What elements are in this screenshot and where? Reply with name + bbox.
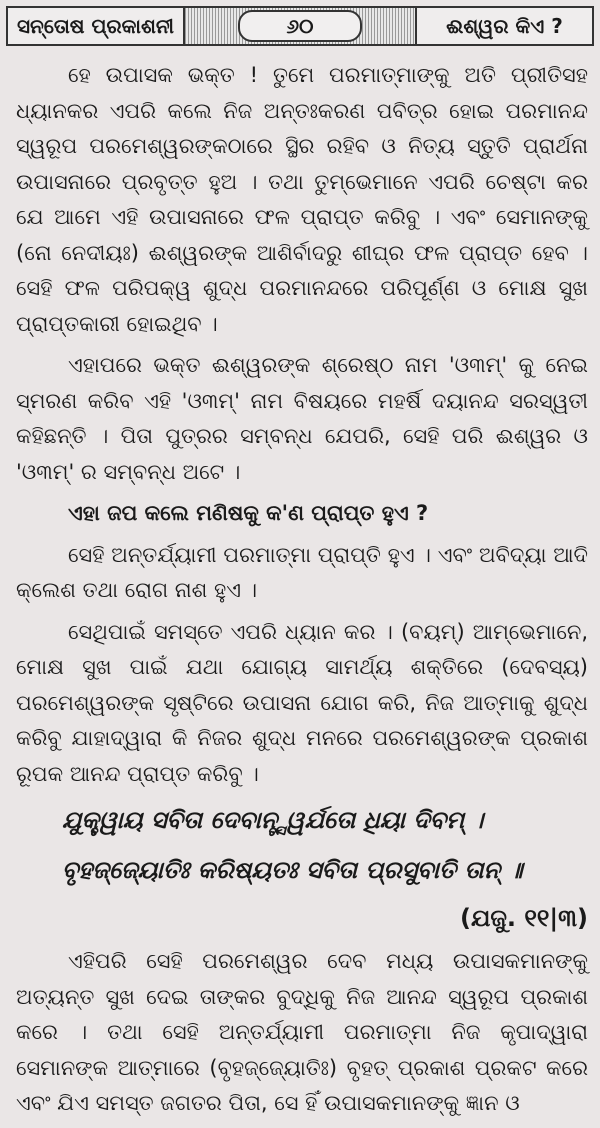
page-number: ୬୦ [238,10,362,42]
header-band [183,8,417,44]
paragraph-1: ହେ ଉପାସକ ଭକ୍ତ ! ତୁମେ ପରମାତ୍ମାଙ୍କୁ ଅତି ପ୍ରୀତିସହ ଧ୍ୟାନକର ଏପରି କଲେ ନିଜ ଅନ୍ତଃକରଣ ପବିତ୍ର ହୋଇ ପରମାନନ୍ଦ ସ୍ୱରୂପ ପରମେଶ୍ୱରଙ୍କଠାରେ ସ୍ଥିର ରହିବ ଓ ନିତ୍ୟ ସ୍ତୁତି ପ୍ରାର୍ଥନା ଉପାସନାରେ ପ୍ରବୃତ୍ତ ହୁଅ । ତଥା ତୁମ୍ଭେମାନେ ଏପରି ଚେଷ୍ଟା କର ଯେ ଆମେ ଏହି ଉପାସନାରେ ଫଳ ପ୍ରାପ୍ତ କରିବୁ । ଏବଂ ସେମାନଙ୍କୁ (ନୋ ନେଦୀୟଃ) ଈଶ୍ୱରଙ୍କ ଆଶିର୍ବାଦରୁ ଶୀଘ୍ର ଫଳ ପ୍ରାପ୍ତ ହେବ । ସେହି ଫଳ ପରିପକ୍ୱ ଶୁଦ୍ଧ ପରମାନନ୍ଦରେ ପରିପୂର୍ଣ୍ଣ ଓ ମୋକ୍ଷ ସୁଖ ପ୍ରାପ୍ତକାରୀ ହୋଇଥିବ । [16,63,588,336]
book-title: ଈଶ୍ୱର କିଏ ? [446,14,563,38]
paragraph-2: ଏହାପରେ ଭକ୍ତ ଈଶ୍ୱରଙ୍କ ଶ୍ରେଷ୍ଠ ନାମ 'ଓ୩ମ୍' କୁ ନେଇ ସ୍ମରଣ କରିବ ଏହି 'ଓ୩ମ୍' ନାମ ବିଷୟରେ ମହର୍ଷି ଦୟାନନ୍ଦ ସରସ୍ୱତୀ କହିଛନ୍ତି । ପିତା ପୁତ୍ରର ସମ୍ବନ୍ଧ ଯେପରି, ସେହି ପରି ଈଶ୍ୱର ଓ 'ଓ୩ମ୍' ର ସମ୍ବନ୍ଧ ଅଟେ । [16,353,588,484]
page-header [6,6,594,46]
paragraph-5: ଏହିପରି ସେହି ପରମେଶ୍ୱର ଦେବ ମଧ୍ୟ ଉପାସକମାନଙ୍କୁ ଅତ୍ୟନ୍ତ ସୁଖ ଦେଇ ତାଙ୍କର ବୁଦ୍ଧିକୁ ନିଜ ଆନନ୍ଦ ସ୍ୱରୂପ ପ୍ରକାଶ କରେ । ତଥା ସେହି ଅନ୍ତର୍ଯ୍ୟାମୀ ପରମାତ୍ମା ନିଜ କୃପାଦ୍ୱାରା ସେମାନଙ୍କ ଆତ୍ମାରେ (ବୃହଜ୍ଜ୍ୟୋତିଃ) ବୃହତ୍ ପ୍ରକାଶ ପ୍ରକଟ କରେ ଏବଂ ଯିଏ ସମସ୍ତ ଜଗତର ପିତା, ସେ ହିଁ ଉପାସକମାନଙ୍କୁ ଜ୍ଞାନ ଓ [16,949,588,1115]
paragraph-4: ସେଥିପାଇଁ ସମସ୍ତେ ଏପରି ଧ୍ୟାନ କର । (ବୟମ୍) ଆମ୍ଭେମାନେ, ମୋକ୍ଷ ସୁଖ ପାଇଁ ଯଥା ଯୋଗ୍ୟ ସାମର୍ଥ୍ୟ ଶକ୍ତିରେ (ଦେବସ୍ୟ) ପରମେଶ୍ୱରଙ୍କ ସୃଷ୍ଟିରେ ଉପାସନା ଯୋଗ କରି, ନିଜ ଆତ୍ମାକୁ ଶୁଦ୍ଧ କରିବୁ ଯାହାଦ୍ୱାରା କି ନିଜର ଶୁଦ୍ଧ ମନରେ ପରମେଶ୍ୱରଙ୍କ ପ୍ରକାଶ ରୂପକ ଆନନ୍ଦ ପ୍ରାପ୍ତ କରିବୁ । [16,619,588,786]
verse-line-2: ବୃହଜ୍ଜ୍ୟୋତିଃ କରିଷ୍ୟତଃ ସବିତା ପ୍ରସୁବାତି ତାନ୍ ॥ [62,856,523,884]
publisher-name: ସନ୍ତୋଷ ପ୍ରକାଶନୀ [17,14,174,38]
paragraph-3: ସେହି ଅନ୍ତର୍ଯ୍ୟାମୀ ପରମାତ୍ମା ପ୍ରାପ୍ତି ହୁଏ । ଏବଂ ଅବିଦ୍ୟା ଆଦି କ୍ଲେଶ ତଥା ରୋଗ ନାଶ ହୁଏ । [16,542,588,602]
page-body [16,58,588,1128]
verse-citation: (ଯଜୁ. ୧୧|୩) [459,904,588,932]
question-heading: ଏହା ଜପ କଲେ ମଣିଷକୁ କ'ଣ ପ୍ରାପ୍ତ ହୁଏ ? [68,501,429,525]
verse-line-1: ଯୁକ୍ତ୍ୱାୟ ସବିତା ଦେବାନ୍ତ୍ସ୍ୱର୍ଯତୋ ଧିୟା ଦିବମ୍ । [62,806,484,834]
